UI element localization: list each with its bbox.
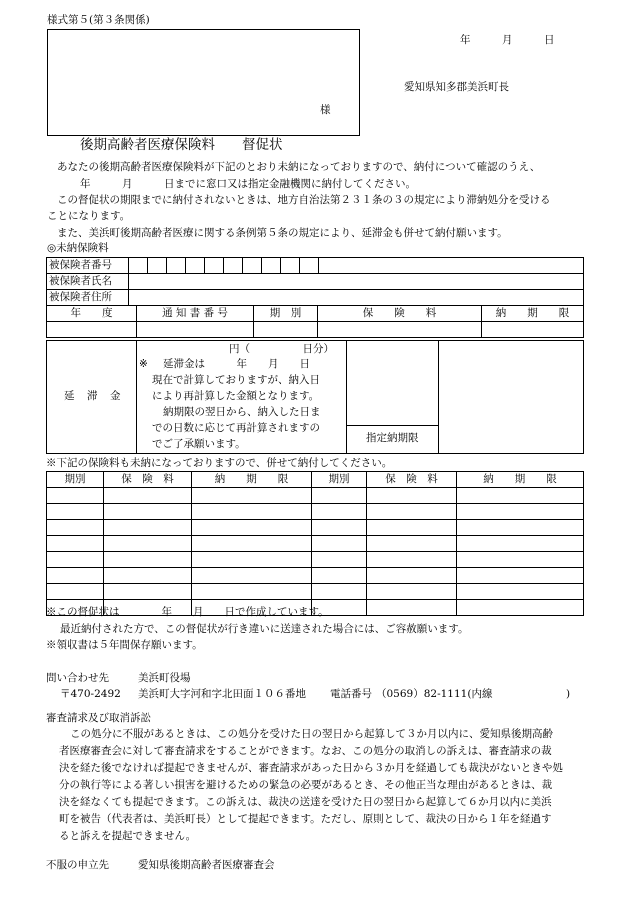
cell bbox=[192, 552, 312, 568]
appeal-line-4: 分の執行等による著しい損害を避けるための緊急の必要があるとき、その他正当な理由があるときは、裁 bbox=[59, 779, 553, 791]
also-unpaid-table bbox=[46, 471, 584, 616]
appeal-line-5: 決を経なくても提起できます。この訴えは、裁決の送達を受けた日の翌日から起算して６か月以内に美浜 bbox=[59, 796, 552, 808]
insured-no-digit bbox=[281, 258, 300, 274]
insured-info-table bbox=[46, 257, 584, 306]
cell bbox=[312, 504, 367, 520]
cell bbox=[312, 568, 367, 584]
cell bbox=[457, 536, 584, 552]
col-term-2: 期別 bbox=[312, 472, 367, 488]
intro-line-5: また、美浜町後期高齢者医療に関する条例第５条の規定により、延滞金も併せて納付願います。 bbox=[57, 227, 508, 239]
cell bbox=[192, 536, 312, 552]
late-fee-note-mark: ※ bbox=[139, 358, 148, 370]
cell bbox=[312, 520, 367, 536]
col-year: 年 度 bbox=[47, 306, 137, 322]
col-due: 納 期 限 bbox=[482, 306, 584, 322]
cell bbox=[367, 568, 457, 584]
insured-no-label: 被保険者番号 bbox=[47, 258, 129, 274]
divider bbox=[136, 340, 137, 454]
col-notice-no: 通 知 書 番 号 bbox=[137, 306, 254, 322]
late-fee-note-6: でご了承願います。 bbox=[152, 438, 246, 450]
insured-no-digit bbox=[205, 258, 224, 274]
cell bbox=[457, 600, 584, 616]
insured-no-digit bbox=[186, 258, 205, 274]
objection-body: 愛知県後期高齢者医療審査会 bbox=[138, 859, 275, 871]
contact-phone: （0569）82-1111(内線 ) bbox=[376, 688, 571, 700]
addressee-suffix: 様 bbox=[320, 104, 331, 116]
cell bbox=[137, 322, 254, 338]
cell bbox=[104, 520, 192, 536]
cell bbox=[104, 552, 192, 568]
late-fee-label: 延 滞 金 bbox=[64, 390, 122, 402]
page-title: 後期高齢者医療保険料 督促状 bbox=[80, 137, 283, 153]
cell bbox=[47, 488, 104, 504]
cell bbox=[367, 552, 457, 568]
table-row bbox=[47, 504, 584, 520]
cell bbox=[47, 322, 137, 338]
cell bbox=[192, 568, 312, 584]
table-row bbox=[47, 584, 584, 600]
also-unpaid-label: ※下記の保険料も未納になっておりますので、併せて納付してください。 bbox=[46, 457, 393, 469]
divider bbox=[346, 425, 438, 426]
designated-due-label: 指定納期限 bbox=[366, 432, 419, 444]
cell bbox=[47, 584, 104, 600]
cell bbox=[312, 536, 367, 552]
cell bbox=[47, 536, 104, 552]
contact-postal: 〒470-2492 bbox=[60, 688, 121, 700]
col-premium-1: 保 険 料 bbox=[104, 472, 192, 488]
cell bbox=[254, 322, 318, 338]
cell bbox=[367, 520, 457, 536]
col-premium-2: 保 険 料 bbox=[367, 472, 457, 488]
intro-line-1: あなたの後期高齢者医療保険料が下記のとおり未納になっておりますので、納付について確認のうえ、 bbox=[57, 161, 541, 173]
cell bbox=[47, 552, 104, 568]
insured-no-digit bbox=[243, 258, 262, 274]
insured-address-row bbox=[47, 290, 584, 306]
late-fee-note-1: 延滞金は 年 月 日 bbox=[163, 358, 310, 370]
insured-no-digit bbox=[129, 258, 148, 274]
cell bbox=[457, 520, 584, 536]
cell bbox=[312, 584, 367, 600]
insured-address-label: 被保険者住所 bbox=[47, 290, 129, 306]
form-number: 様式第５(第３条関係) bbox=[47, 14, 150, 26]
note-created: ※この督促状は 年 月 日で作成しています。 bbox=[46, 606, 329, 618]
late-fee-amount: 円（ 日分） bbox=[229, 343, 334, 355]
table-row bbox=[47, 568, 584, 584]
contact-phone-label: 電話番号 bbox=[330, 688, 372, 700]
cell bbox=[104, 504, 192, 520]
insured-no-digit bbox=[148, 258, 167, 274]
cell bbox=[457, 488, 584, 504]
insured-no-row bbox=[47, 258, 584, 274]
insured-address-value bbox=[129, 290, 584, 306]
late-fee-note-4: 納期限の翌日から、納入した日ま bbox=[163, 406, 321, 418]
addressee-box bbox=[47, 29, 360, 136]
intro-line-2: 年 月 日までに窓口又は指定金融機関に納付してください。 bbox=[80, 178, 416, 190]
cell bbox=[192, 504, 312, 520]
cell bbox=[104, 584, 192, 600]
cell bbox=[104, 536, 192, 552]
insured-name-value bbox=[129, 274, 584, 290]
cell bbox=[457, 504, 584, 520]
cell bbox=[47, 520, 104, 536]
appeal-line-3: 決を経た後でなければ提起できませんが、審査請求があった日から３か月を経過しても裁決がないときや処 bbox=[59, 762, 563, 774]
intro-line-4: ことになります。 bbox=[47, 210, 131, 222]
cell bbox=[104, 568, 192, 584]
cell bbox=[367, 536, 457, 552]
insured-no-digit bbox=[224, 258, 243, 274]
objection-label: 不服の申立先 bbox=[46, 859, 109, 871]
cell bbox=[47, 504, 104, 520]
unpaid-data-row bbox=[47, 322, 584, 338]
insured-no-digit bbox=[167, 258, 186, 274]
unpaid-section-label: ◎未納保険料 bbox=[47, 242, 109, 254]
col-premium: 保 険 料 bbox=[318, 306, 482, 322]
appeal-line-2: 者医療審査会に対して審査請求をすることができます。なお、この処分の取消しの訴えは、審査請求の裁 bbox=[59, 745, 552, 757]
contact-office: 美浜町役場 bbox=[138, 672, 191, 684]
table-row bbox=[47, 520, 584, 536]
insured-no-blank bbox=[319, 258, 584, 274]
late-fee-note-2: 現在で計算しておりますが、納入日 bbox=[152, 374, 320, 386]
insured-name-row bbox=[47, 274, 584, 290]
cell bbox=[457, 552, 584, 568]
cell bbox=[457, 568, 584, 584]
cell bbox=[367, 600, 457, 616]
divider bbox=[346, 340, 347, 454]
cell bbox=[318, 322, 482, 338]
note-receipt: ※領収書は５年間保存願います。 bbox=[46, 639, 203, 651]
issue-date: 年 月 日 bbox=[460, 34, 555, 46]
cell bbox=[312, 552, 367, 568]
insured-name-label: 被保険者氏名 bbox=[47, 274, 129, 290]
late-fee-note-3: により再計算した金額となります。 bbox=[152, 390, 320, 402]
col-term-1: 期別 bbox=[47, 472, 104, 488]
unpaid-premium-table bbox=[46, 305, 584, 338]
also-unpaid-header-row bbox=[47, 472, 584, 488]
cell bbox=[367, 584, 457, 600]
col-due-1: 納 期 限 bbox=[192, 472, 312, 488]
appeal-line-1: この処分に不服があるときは、この処分を受けた日の翌日から起算して３か月以内に、愛知県後期高齢 bbox=[70, 728, 553, 740]
appeal-title: 審査請求及び取消訴訟 bbox=[46, 712, 151, 724]
table-row bbox=[47, 536, 584, 552]
contact-address: 美浜町大字河和字北田面１０６番地 bbox=[138, 688, 306, 700]
insured-no-digit bbox=[300, 258, 319, 274]
appeal-line-6: 町を被告（代表者は、美浜町長）として提起できます。ただし、原則として、裁決の日から１年を経過す bbox=[59, 813, 552, 825]
cell bbox=[192, 584, 312, 600]
cell bbox=[192, 488, 312, 504]
col-term: 期 別 bbox=[254, 306, 318, 322]
divider bbox=[46, 340, 47, 454]
table-row bbox=[47, 552, 584, 568]
issuer-name: 愛知県知多郡美浜町長 bbox=[404, 81, 509, 93]
cell bbox=[367, 488, 457, 504]
divider bbox=[438, 340, 439, 454]
cell bbox=[367, 504, 457, 520]
note-crossed: 最近納付された方で、この督促状が行き違いに送達された場合には、ご容赦願います。 bbox=[60, 623, 469, 635]
cell bbox=[312, 488, 367, 504]
cell bbox=[104, 488, 192, 504]
contact-label: 問い合わせ先 bbox=[46, 672, 109, 684]
cell bbox=[482, 322, 584, 338]
table-row bbox=[47, 488, 584, 504]
appeal-line-7: ると訴えを提起できません。 bbox=[59, 830, 197, 842]
intro-line-3: この督促状の期限までに納付されないときは、地方自治法第２３１条の３の規定により滞納処分を受ける bbox=[57, 194, 551, 206]
unpaid-header-row bbox=[47, 306, 584, 322]
late-fee-note-5: での日数に応じて再計算されますの bbox=[152, 422, 320, 434]
insured-no-digit bbox=[262, 258, 281, 274]
cell bbox=[192, 520, 312, 536]
cell bbox=[457, 584, 584, 600]
col-due-2: 納 期 限 bbox=[457, 472, 584, 488]
cell bbox=[47, 568, 104, 584]
